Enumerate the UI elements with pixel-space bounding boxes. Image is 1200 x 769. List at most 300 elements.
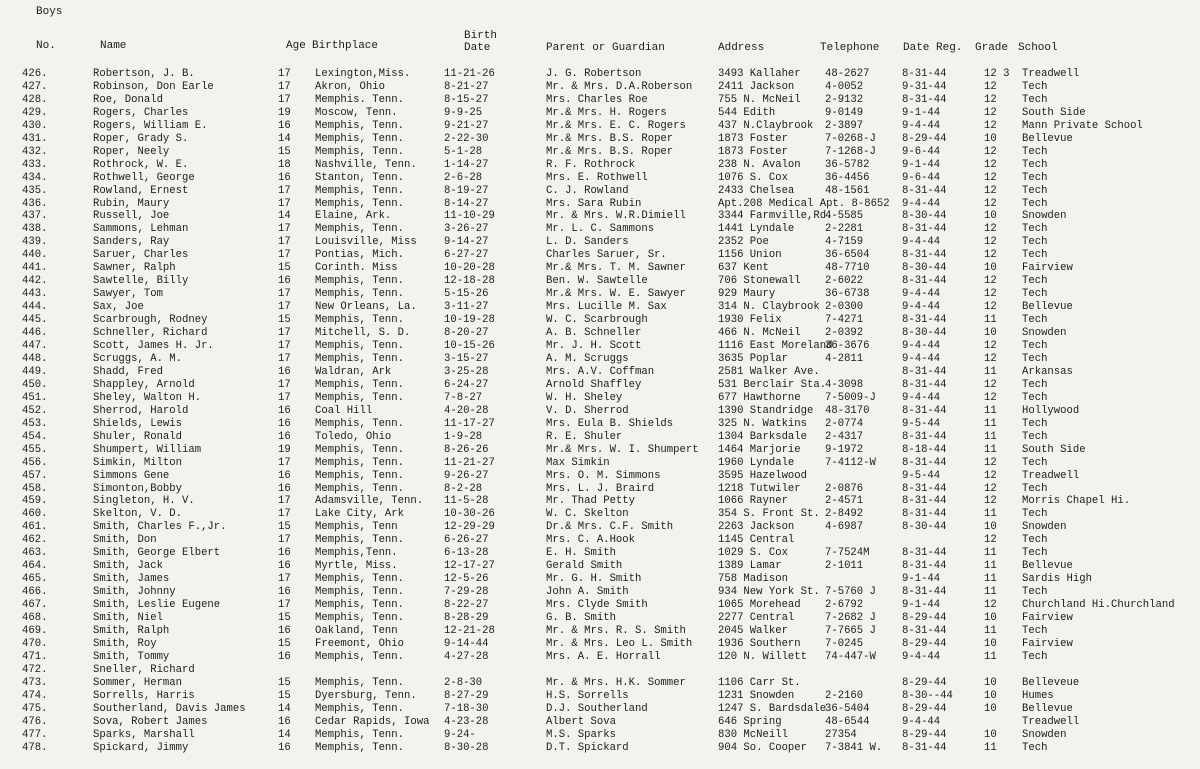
date-registered: 8-31-44 <box>902 456 947 469</box>
date-registered: 8-30-44 <box>902 262 947 275</box>
student-name: Singleton, H. V. <box>93 495 195 508</box>
school: Tech <box>1022 93 1048 106</box>
record-number: 477. <box>22 728 48 741</box>
table-row <box>0 340 1200 353</box>
birthplace: Memphis, Tenn. <box>315 443 405 456</box>
date-registered: 8-30-44 <box>902 521 947 534</box>
grade: 12 <box>984 482 997 495</box>
student-list <box>0 68 1200 755</box>
record-number: 444. <box>22 301 48 314</box>
parent-guardian: Mr. G. H. Smith <box>546 573 642 586</box>
date-registered: 8-29-44 <box>902 702 947 715</box>
parent-guardian: Albert Sova <box>546 715 616 728</box>
birth-date: 8-30-28 <box>444 741 489 754</box>
school: Tech <box>1022 430 1048 443</box>
parent-guardian: Mrs. E. Rothwell <box>546 171 648 184</box>
table-row <box>0 185 1200 198</box>
birthplace: Memphis, Tenn. <box>315 534 405 547</box>
birthplace: Coal Hill <box>315 404 373 417</box>
student-name: Shuler, Ronald <box>93 430 183 443</box>
birth-date: 8-15-27 <box>444 93 489 106</box>
date-registered: 8-29-44 <box>902 728 947 741</box>
school: Sardis High <box>1022 573 1092 586</box>
birth-date: 12-17-27 <box>444 560 495 573</box>
birthplace: Waldran, Ark <box>315 365 392 378</box>
telephone: 7-7665 J <box>825 624 876 637</box>
school: Tech <box>1022 145 1048 158</box>
table-row <box>0 314 1200 327</box>
birth-date: 3-26-27 <box>444 223 489 236</box>
student-name: Sammons, Lehman <box>93 223 189 236</box>
student-name: Robinson, Don Earle <box>93 80 214 93</box>
birth-date: 9-24- <box>444 728 476 741</box>
date-registered: 9-4-44 <box>902 391 941 404</box>
student-name: Rothrock, W. E. <box>93 158 189 171</box>
age: 17 <box>278 599 291 612</box>
grade: 11 <box>984 314 997 327</box>
school: Tech <box>1022 80 1048 93</box>
telephone: 2-0774 <box>825 417 864 430</box>
record-number: 431. <box>22 132 48 145</box>
address: 934 New York St. <box>718 586 820 599</box>
birthplace: Adamsville, Tenn. <box>315 495 424 508</box>
telephone: 7-5760 J <box>825 586 876 599</box>
table-row <box>0 729 1200 742</box>
date-registered: 8-29-44 <box>902 612 947 625</box>
birth-date: 7-29-28 <box>444 586 489 599</box>
address: 1029 S. Cox <box>718 547 788 560</box>
grade: 12 <box>984 93 997 106</box>
student-name: Robertson, J. B. <box>93 68 195 80</box>
school: Tech <box>1022 417 1048 430</box>
address: 1106 Carr St. <box>718 676 801 689</box>
birthplace: Memphis, Tenn. <box>315 469 405 482</box>
age: 16 <box>278 365 291 378</box>
header-birth-date-line2: Date <box>464 42 491 54</box>
grade: 11 <box>984 430 997 443</box>
grade: 12 <box>984 352 997 365</box>
telephone: 48-3170 <box>825 404 870 417</box>
age: 16 <box>278 469 291 482</box>
record-number: 434. <box>22 171 48 184</box>
birth-date: 3-25-28 <box>444 365 489 378</box>
record-number: 468. <box>22 612 48 625</box>
header-telephone: Telephone <box>820 42 880 54</box>
table-row <box>0 664 1200 677</box>
address: 830 McNeill <box>718 728 788 741</box>
telephone: 2-1011 <box>825 560 864 573</box>
address: 637 Kent <box>718 262 769 275</box>
birth-date: 11-21-27 <box>444 456 495 469</box>
age: 14 <box>278 132 291 145</box>
record-number: 429. <box>22 106 48 119</box>
school: Tech <box>1022 624 1048 637</box>
birthplace: Akron, Ohio <box>315 80 385 93</box>
parent-guardian: Mr. Thad Petty <box>546 495 636 508</box>
address: 755 N. McNeil <box>718 93 801 106</box>
age: 17 <box>278 249 291 262</box>
date-registered: 9-1-44 <box>902 106 941 119</box>
age: 16 <box>278 547 291 560</box>
address: 2352 Poe <box>718 236 769 249</box>
address: 1930 Felix <box>718 314 782 327</box>
address: 1873 Foster <box>718 145 788 158</box>
student-name: Sax, Joe <box>93 301 144 314</box>
birth-date: 12-29-29 <box>444 521 495 534</box>
school: Churchland Hi.Churchland <box>1022 599 1175 612</box>
date-registered: 9-4-44 <box>902 650 941 663</box>
age: 16 <box>278 275 291 288</box>
birth-date: 1-14-27 <box>444 158 489 171</box>
birth-date: 2-8-30 <box>444 676 483 689</box>
student-name: Rothwell, George <box>93 171 195 184</box>
grade: 12 <box>984 184 997 197</box>
parent-guardian: R. E. Shuler <box>546 430 623 443</box>
school: Tech <box>1022 236 1048 249</box>
date-registered: 9-5-44 <box>902 469 941 482</box>
age: 17 <box>278 93 291 106</box>
telephone: 4-6987 <box>825 521 864 534</box>
student-name: Sherrod, Harold <box>93 404 189 417</box>
address: 1936 Southern <box>718 637 801 650</box>
table-row <box>0 418 1200 431</box>
school: Tech <box>1022 275 1048 288</box>
school: Tech <box>1022 547 1048 560</box>
date-registered: 8-30-44 <box>902 327 947 340</box>
address: 758 Madison <box>718 573 788 586</box>
school: Morris Chapel Hi. <box>1022 495 1131 508</box>
parent-guardian: Mr. & Mrs. D.A.Roberson <box>546 80 693 93</box>
telephone: 48-2627 <box>825 68 870 80</box>
age: 17 <box>278 184 291 197</box>
birth-date: 8-14-27 <box>444 197 489 210</box>
school: Bellevue <box>1022 702 1073 715</box>
telephone: 4-3098 <box>825 378 864 391</box>
birthplace: Memphis, Tenn. <box>315 132 405 145</box>
age: 17 <box>278 288 291 301</box>
record-number: 454. <box>22 430 48 443</box>
age: 17 <box>278 573 291 586</box>
date-registered: 8-31-44 <box>902 184 947 197</box>
record-number: 478. <box>22 741 48 754</box>
record-number: 436. <box>22 197 48 210</box>
age: 17 <box>278 340 291 353</box>
school: Tech <box>1022 314 1048 327</box>
address: 3635 Poplar <box>718 352 788 365</box>
birthplace: Memphis,Tenn. <box>315 547 398 560</box>
parent-guardian: Mr. J. H. Scott <box>546 340 642 353</box>
student-name: Shumpert, William <box>93 443 202 456</box>
telephone: 36-6504 <box>825 249 870 262</box>
school: Bellevue <box>1022 301 1073 314</box>
student-name: Sanders, Ray <box>93 236 170 249</box>
grade: 10 <box>984 728 997 741</box>
table-row <box>0 172 1200 185</box>
record-number: 430. <box>22 119 48 132</box>
record-number: 447. <box>22 340 48 353</box>
birth-date: 3-11-27 <box>444 301 489 314</box>
school: Treadwell <box>1022 68 1080 80</box>
student-name: Smith, Johnny <box>93 586 176 599</box>
student-name: Shadd, Fred <box>93 365 163 378</box>
record-number: 443. <box>22 288 48 301</box>
birth-date: 9-14-27 <box>444 236 489 249</box>
record-number: 439. <box>22 236 48 249</box>
record-number: 440. <box>22 249 48 262</box>
age: 17 <box>278 391 291 404</box>
parent-guardian: Mrs. Sara Rubin <box>546 197 642 210</box>
student-name: Rogers, Charles <box>93 106 189 119</box>
table-row <box>0 249 1200 262</box>
date-registered: 9-4-44 <box>902 715 941 728</box>
telephone: 7-0245 <box>825 637 864 650</box>
student-name: Smith, Niel <box>93 612 163 625</box>
birthplace: Memphis. Tenn. <box>315 93 405 106</box>
telephone: 9-1972 <box>825 443 864 456</box>
birthplace: Memphis, Tenn. <box>315 417 405 430</box>
student-name: Spickard, Jimmy <box>93 741 189 754</box>
record-number: 428. <box>22 93 48 106</box>
parent-guardian: G. B. Smith <box>546 612 616 625</box>
date-registered: 8-29-44 <box>902 676 947 689</box>
grade: 12 <box>984 599 997 612</box>
address: 544 Edith <box>718 106 776 119</box>
telephone: 7-4271 <box>825 314 864 327</box>
parent-guardian: A. M. Scruggs <box>546 352 629 365</box>
grade: 11 <box>984 560 997 573</box>
section-label: Boys <box>36 6 63 18</box>
age: 16 <box>278 171 291 184</box>
address: 1873 Foster <box>718 132 788 145</box>
birthplace: Memphis, Tenn. <box>315 340 405 353</box>
age: 17 <box>278 456 291 469</box>
birthplace: Memphis, Tenn. <box>315 145 405 158</box>
record-number: 465. <box>22 573 48 586</box>
birthplace: Pontias, Mich. <box>315 249 405 262</box>
age: 17 <box>278 352 291 365</box>
record-number: 460. <box>22 508 48 521</box>
date-registered: 9-4-44 <box>902 197 941 210</box>
age: 16 <box>278 624 291 637</box>
address: 2411 Jackson <box>718 80 795 93</box>
birthplace: Memphis, Tenn <box>315 521 398 534</box>
date-registered: 9-4-44 <box>902 236 941 249</box>
grade: 11 <box>984 573 997 586</box>
address: 1304 Barksdale <box>718 430 808 443</box>
table-row <box>0 521 1200 534</box>
grade: 10 <box>984 262 997 275</box>
parent-guardian: Mr.& Mrs. B.S. Roper <box>546 145 674 158</box>
address: 1218 Tutwiler <box>718 482 801 495</box>
grade: 10 <box>984 132 997 145</box>
age: 16 <box>278 586 291 599</box>
telephone: 7-0268-J <box>825 132 876 145</box>
record-number: 458. <box>22 482 48 495</box>
telephone: 7-1268-J <box>825 145 876 158</box>
birth-date: 8-22-27 <box>444 599 489 612</box>
date-registered: 9-1-44 <box>902 599 941 612</box>
student-name: Smith, Roy <box>93 637 157 650</box>
telephone: 48-6544 <box>825 715 870 728</box>
age: 17 <box>278 327 291 340</box>
telephone: 36-5404 <box>825 702 870 715</box>
record-number: 466. <box>22 586 48 599</box>
telephone: 2-0300 <box>825 301 864 314</box>
birthplace: Memphis, Tenn. <box>315 275 405 288</box>
table-row <box>0 638 1200 651</box>
birth-date: 3-15-27 <box>444 352 489 365</box>
grade: 10 <box>984 612 997 625</box>
parent-guardian: Mrs. Lucille M. Sax <box>546 301 667 314</box>
table-row <box>0 107 1200 120</box>
table-row <box>0 275 1200 288</box>
student-name: Sneller, Richard <box>93 663 195 676</box>
birthplace: Memphis, Tenn. <box>315 456 405 469</box>
parent-guardian: A. B. Schneller <box>546 327 642 340</box>
parent-guardian: Mrs. A.V. Coffman <box>546 365 655 378</box>
student-name: Sorrells, Harris <box>93 689 195 702</box>
address: 2277 Central <box>718 612 795 625</box>
birthplace: Cedar Rapids, Iowa <box>315 715 430 728</box>
table-row <box>0 534 1200 547</box>
birth-date: 10-15-26 <box>444 340 495 353</box>
address: 706 Stonewall <box>718 275 801 288</box>
age: 16 <box>278 417 291 430</box>
student-name: Smith, Tommy <box>93 650 170 663</box>
birth-date: 8-28-29 <box>444 612 489 625</box>
student-name: Scarbrough, Rodney <box>93 314 208 327</box>
age: 16 <box>278 741 291 754</box>
school: Tech <box>1022 352 1048 365</box>
school: South Side <box>1022 106 1086 119</box>
date-registered: 8-31-44 <box>902 624 947 637</box>
record-number: 462. <box>22 534 48 547</box>
table-row <box>0 742 1200 755</box>
birth-date: 1-9-28 <box>444 430 483 443</box>
table-row <box>0 444 1200 457</box>
parent-guardian: Mr.& Mrs. B.S. Roper <box>546 132 674 145</box>
parent-guardian: W. C. Skelton <box>546 508 629 521</box>
header-name: Name <box>100 40 127 52</box>
header-school: School <box>1018 42 1058 54</box>
student-name: Scruggs, A. M. <box>93 352 183 365</box>
school: Snowden <box>1022 521 1067 534</box>
school: Tech <box>1022 197 1048 210</box>
table-row <box>0 210 1200 223</box>
parent-guardian: Mrs. C. A.Hook <box>546 534 636 547</box>
address: 3493 Kallaher <box>718 68 801 80</box>
date-registered: 8-31-44 <box>902 223 947 236</box>
table-row <box>0 495 1200 508</box>
grade: 12 <box>984 288 997 301</box>
student-name: Roper, Neely <box>93 145 170 158</box>
student-name: Simmons Gene <box>93 469 170 482</box>
parent-guardian: V. D. Sherrod <box>546 404 629 417</box>
birthplace: Mitchell, S. D. <box>315 327 411 340</box>
record-number: 463. <box>22 547 48 560</box>
birthplace: New Orleans, La. <box>315 301 417 314</box>
address: 466 N. McNeil <box>718 327 801 340</box>
grade: 12 <box>984 145 997 158</box>
table-row <box>0 677 1200 690</box>
address: 2263 Jackson <box>718 521 795 534</box>
grade: 10 <box>984 521 997 534</box>
date-registered: 9-1-44 <box>902 158 941 171</box>
date-registered: 8-31-44 <box>902 93 947 106</box>
record-number: 472. <box>22 663 48 676</box>
header-no: No. <box>36 40 56 52</box>
telephone: 2-2160 <box>825 689 864 702</box>
telephone: 2-8492 <box>825 508 864 521</box>
address: 325 N. Watkins <box>718 417 808 430</box>
date-registered: 9-6-44 <box>902 171 941 184</box>
table-row <box>0 651 1200 664</box>
birth-date: 7-18-30 <box>444 702 489 715</box>
record-number: 451. <box>22 391 48 404</box>
age: 15 <box>278 262 291 275</box>
birthplace: Memphis, Tenn. <box>315 741 405 754</box>
student-name: Sommer, Herman <box>93 676 183 689</box>
birth-date: 2-6-28 <box>444 171 483 184</box>
parent-guardian: M.S. Sparks <box>546 728 616 741</box>
address: 3344 Farmville,Rd. <box>718 210 833 223</box>
grade: 12 <box>984 236 997 249</box>
date-registered: 9-4-44 <box>902 301 941 314</box>
telephone: 36-4456 <box>825 171 870 184</box>
table-row <box>0 703 1200 716</box>
telephone: 2-3897 <box>825 119 864 132</box>
age: 15 <box>278 612 291 625</box>
telephone: 4-7159 <box>825 236 864 249</box>
age: 16 <box>278 482 291 495</box>
birthplace: Lexington,Miss. <box>315 68 411 80</box>
grade: 12 <box>984 171 997 184</box>
school: Tech <box>1022 508 1048 521</box>
school: Arkansas <box>1022 365 1073 378</box>
student-name: Shields, Lewis <box>93 417 183 430</box>
date-registered: 8-31-44 <box>902 365 947 378</box>
record-number: 464. <box>22 560 48 573</box>
age: 15 <box>278 145 291 158</box>
date-registered: 9-31-44 <box>902 80 947 93</box>
birthplace: Memphis, Tenn. <box>315 612 405 625</box>
student-name: Rowland, Ernest <box>93 184 189 197</box>
telephone: 48-7710 <box>825 262 870 275</box>
record-number: 445. <box>22 314 48 327</box>
table-row <box>0 146 1200 159</box>
birth-date: 6-24-27 <box>444 378 489 391</box>
birth-date: 11-10-29 <box>444 210 495 223</box>
school: Tech <box>1022 223 1048 236</box>
school: Tech <box>1022 184 1048 197</box>
age: 17 <box>278 378 291 391</box>
date-registered: 8-29-44 <box>902 132 947 145</box>
age: 19 <box>278 106 291 119</box>
date-registered: 8-31-44 <box>902 508 947 521</box>
parent-guardian: Mr. & Mrs. R. S. Smith <box>546 624 686 637</box>
table-row <box>0 120 1200 133</box>
parent-guardian: Mr.& Mrs. H. Rogers <box>546 106 667 119</box>
student-name: Smith, Ralph <box>93 624 170 637</box>
table-row <box>0 327 1200 340</box>
table-row <box>0 262 1200 275</box>
age: 15 <box>278 676 291 689</box>
table-row <box>0 379 1200 392</box>
age: 16 <box>278 119 291 132</box>
student-name: Scott, James H. Jr. <box>93 340 214 353</box>
telephone: 36-3676 <box>825 340 870 353</box>
record-number: 471. <box>22 650 48 663</box>
